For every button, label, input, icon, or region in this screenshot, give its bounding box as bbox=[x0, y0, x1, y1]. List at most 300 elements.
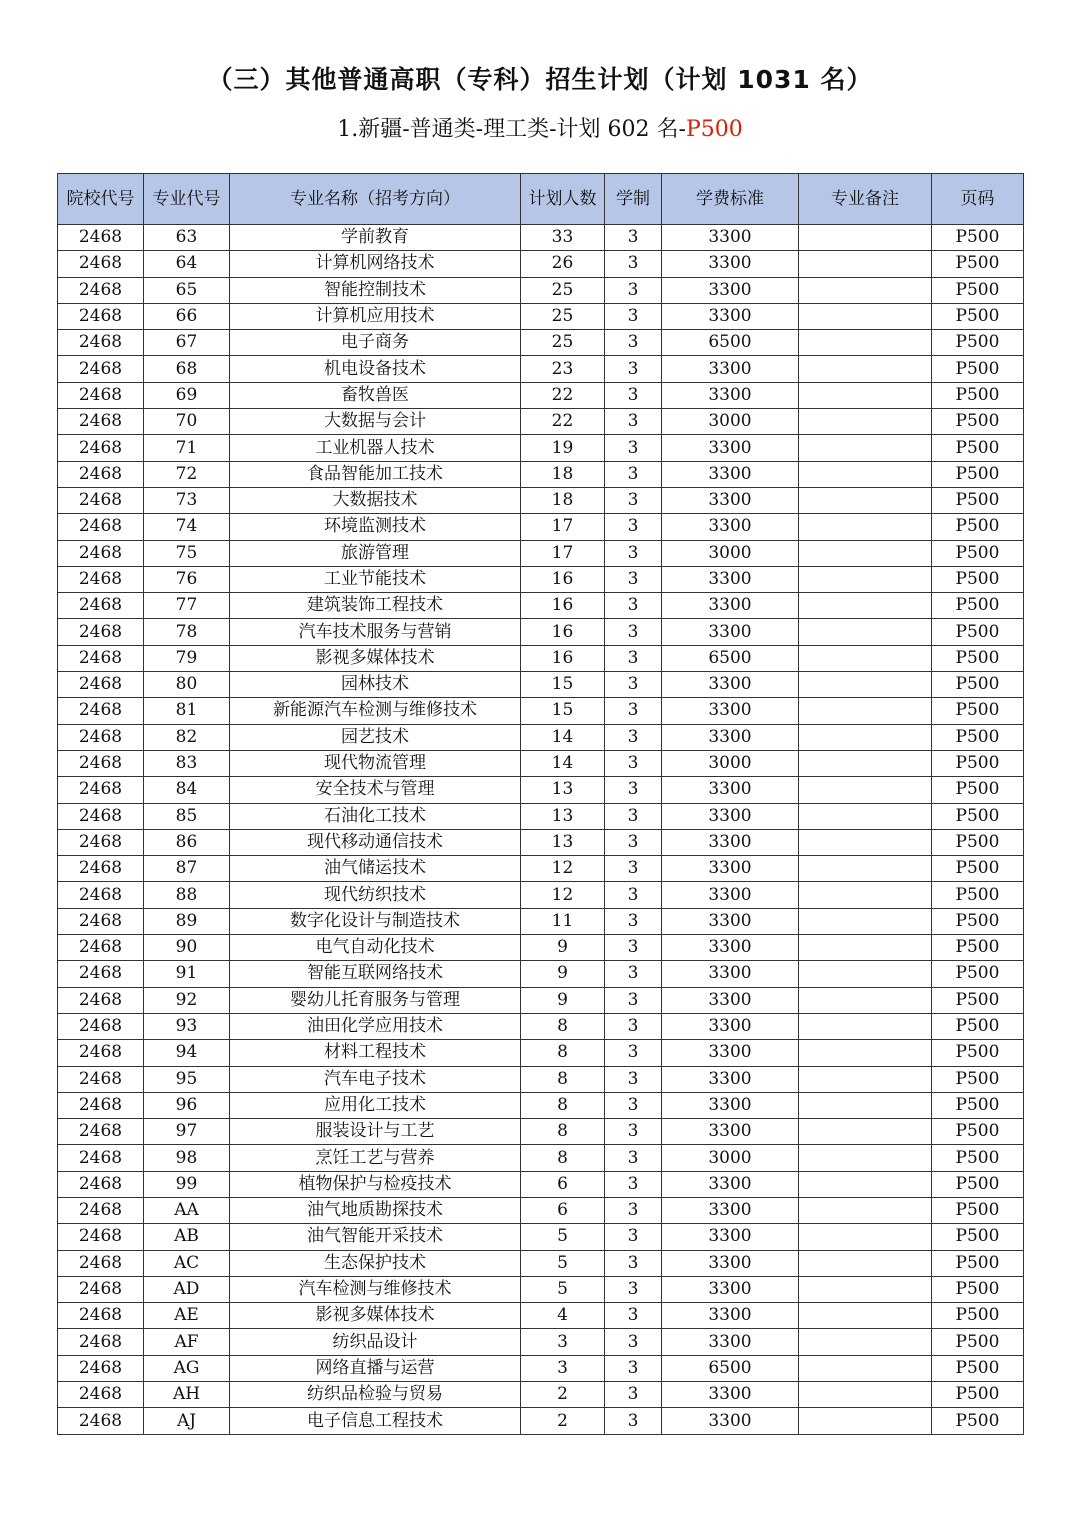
duration-cell: 3 bbox=[605, 356, 662, 382]
plan-count-cell: 6 bbox=[521, 1171, 605, 1197]
header-school-code: 院校代号 bbox=[58, 174, 144, 225]
plan-count-cell: 23 bbox=[521, 356, 605, 382]
document-title: （三）其他普通高职（专科）招生计划（计划 1031 名） bbox=[207, 65, 873, 94]
major-notes-cell bbox=[799, 856, 932, 882]
school-code-cell: 2468 bbox=[58, 1355, 144, 1381]
duration-cell: 3 bbox=[605, 987, 662, 1013]
major-name-cell: 园林技术 bbox=[230, 672, 521, 698]
plan-count-cell: 17 bbox=[521, 540, 605, 566]
tuition-cell: 3300 bbox=[662, 303, 799, 329]
major-notes-cell bbox=[799, 1224, 932, 1250]
duration-cell: 3 bbox=[605, 777, 662, 803]
major-code-cell: 98 bbox=[144, 1145, 230, 1171]
page-cell: P500 bbox=[932, 935, 1024, 961]
major-notes-cell bbox=[799, 1145, 932, 1171]
plan-count-cell: 2 bbox=[521, 1408, 605, 1434]
major-name-cell: 学前教育 bbox=[230, 225, 521, 251]
major-name-cell: 计算机网络技术 bbox=[230, 251, 521, 277]
plan-count-cell: 8 bbox=[521, 1013, 605, 1039]
school-code-cell: 2468 bbox=[58, 777, 144, 803]
table-row bbox=[58, 566, 1024, 592]
major-name-cell: 电子信息工程技术 bbox=[230, 1408, 521, 1434]
major-name-cell: 油气储运技术 bbox=[230, 856, 521, 882]
major-code-cell: 73 bbox=[144, 487, 230, 513]
duration-cell: 3 bbox=[605, 619, 662, 645]
major-name-cell: 畜牧兽医 bbox=[230, 382, 521, 408]
major-code-cell: 97 bbox=[144, 1119, 230, 1145]
page-cell: P500 bbox=[932, 724, 1024, 750]
page-cell: P500 bbox=[932, 987, 1024, 1013]
page-cell: P500 bbox=[932, 514, 1024, 540]
school-code-cell: 2468 bbox=[58, 724, 144, 750]
school-code-cell: 2468 bbox=[58, 409, 144, 435]
major-name-cell: 旅游管理 bbox=[230, 540, 521, 566]
major-code-cell: 78 bbox=[144, 619, 230, 645]
major-code-cell: 67 bbox=[144, 330, 230, 356]
duration-cell: 3 bbox=[605, 961, 662, 987]
tuition-cell: 3300 bbox=[662, 908, 799, 934]
page-cell: P500 bbox=[932, 672, 1024, 698]
duration-cell: 3 bbox=[605, 409, 662, 435]
major-code-cell: 99 bbox=[144, 1171, 230, 1197]
subtitle-text: 1.新疆-普通类-理工类-计划 602 名- bbox=[337, 117, 686, 142]
table-row bbox=[58, 1382, 1024, 1408]
table-row bbox=[58, 277, 1024, 303]
tuition-cell: 3300 bbox=[662, 987, 799, 1013]
duration-cell: 3 bbox=[605, 935, 662, 961]
school-code-cell: 2468 bbox=[58, 1382, 144, 1408]
major-name-cell: 电气自动化技术 bbox=[230, 935, 521, 961]
major-code-cell: 66 bbox=[144, 303, 230, 329]
tuition-cell: 3000 bbox=[662, 1145, 799, 1171]
major-name-cell: 油气智能开采技术 bbox=[230, 1224, 521, 1250]
major-notes-cell bbox=[799, 935, 932, 961]
major-notes-cell bbox=[799, 514, 932, 540]
tuition-cell: 6500 bbox=[662, 1355, 799, 1381]
tuition-cell: 3300 bbox=[662, 1276, 799, 1302]
table-row bbox=[58, 303, 1024, 329]
page-cell: P500 bbox=[932, 1303, 1024, 1329]
tuition-cell: 3300 bbox=[662, 856, 799, 882]
page-cell: P500 bbox=[932, 435, 1024, 461]
duration-cell: 3 bbox=[605, 908, 662, 934]
major-notes-cell bbox=[799, 1329, 932, 1355]
table-row bbox=[58, 1171, 1024, 1197]
subtitle-page-highlight: P500 bbox=[685, 117, 743, 142]
major-code-cell: AJ bbox=[144, 1408, 230, 1434]
header-major-notes: 专业备注 bbox=[799, 174, 932, 225]
plan-count-cell: 3 bbox=[521, 1329, 605, 1355]
duration-cell: 3 bbox=[605, 1040, 662, 1066]
school-code-cell: 2468 bbox=[58, 829, 144, 855]
major-notes-cell bbox=[799, 1355, 932, 1381]
plan-count-cell: 12 bbox=[521, 882, 605, 908]
table-row bbox=[58, 225, 1024, 251]
header-plan-count: 计划人数 bbox=[521, 174, 605, 225]
table-row bbox=[58, 1013, 1024, 1039]
page-cell: P500 bbox=[932, 225, 1024, 251]
tuition-cell: 3300 bbox=[662, 1013, 799, 1039]
duration-cell: 3 bbox=[605, 277, 662, 303]
table-row bbox=[58, 1303, 1024, 1329]
duration-cell: 3 bbox=[605, 1355, 662, 1381]
duration-cell: 3 bbox=[605, 1224, 662, 1250]
table-row bbox=[58, 829, 1024, 855]
page-cell: P500 bbox=[932, 1355, 1024, 1381]
major-name-cell: 智能控制技术 bbox=[230, 277, 521, 303]
page-cell: P500 bbox=[932, 803, 1024, 829]
table-row bbox=[58, 777, 1024, 803]
major-name-cell: 工业机器人技术 bbox=[230, 435, 521, 461]
plan-count-cell: 18 bbox=[521, 487, 605, 513]
plan-count-cell: 33 bbox=[521, 225, 605, 251]
enrollment-plan-table bbox=[57, 173, 1024, 1435]
plan-count-cell: 8 bbox=[521, 1145, 605, 1171]
plan-count-cell: 16 bbox=[521, 593, 605, 619]
duration-cell: 3 bbox=[605, 514, 662, 540]
major-code-cell: AH bbox=[144, 1382, 230, 1408]
tuition-cell: 3300 bbox=[662, 461, 799, 487]
table-row bbox=[58, 461, 1024, 487]
major-name-cell: 应用化工技术 bbox=[230, 1092, 521, 1118]
header-tuition: 学费标准 bbox=[662, 174, 799, 225]
school-code-cell: 2468 bbox=[58, 856, 144, 882]
duration-cell: 3 bbox=[605, 225, 662, 251]
major-notes-cell bbox=[799, 1092, 932, 1118]
major-code-cell: AE bbox=[144, 1303, 230, 1329]
plan-count-cell: 16 bbox=[521, 645, 605, 671]
table-row bbox=[58, 382, 1024, 408]
school-code-cell: 2468 bbox=[58, 356, 144, 382]
major-name-cell: 建筑装饰工程技术 bbox=[230, 593, 521, 619]
school-code-cell: 2468 bbox=[58, 1013, 144, 1039]
table-row bbox=[58, 645, 1024, 671]
major-code-cell: 96 bbox=[144, 1092, 230, 1118]
duration-cell: 3 bbox=[605, 1013, 662, 1039]
duration-cell: 3 bbox=[605, 1250, 662, 1276]
major-code-cell: 64 bbox=[144, 251, 230, 277]
tuition-cell: 3300 bbox=[662, 1303, 799, 1329]
plan-count-cell: 9 bbox=[521, 935, 605, 961]
tuition-cell: 3300 bbox=[662, 1066, 799, 1092]
plan-count-cell: 15 bbox=[521, 698, 605, 724]
plan-count-cell: 8 bbox=[521, 1040, 605, 1066]
major-notes-cell bbox=[799, 593, 932, 619]
duration-cell: 3 bbox=[605, 698, 662, 724]
major-name-cell: 大数据技术 bbox=[230, 487, 521, 513]
page-cell: P500 bbox=[932, 1013, 1024, 1039]
major-code-cell: 87 bbox=[144, 856, 230, 882]
school-code-cell: 2468 bbox=[58, 1250, 144, 1276]
major-code-cell: 70 bbox=[144, 409, 230, 435]
major-name-cell: 石油化工技术 bbox=[230, 803, 521, 829]
major-notes-cell bbox=[799, 461, 932, 487]
school-code-cell: 2468 bbox=[58, 225, 144, 251]
major-name-cell: 汽车技术服务与营销 bbox=[230, 619, 521, 645]
school-code-cell: 2468 bbox=[58, 750, 144, 776]
plan-count-cell: 5 bbox=[521, 1276, 605, 1302]
duration-cell: 3 bbox=[605, 593, 662, 619]
page-cell: P500 bbox=[932, 619, 1024, 645]
major-name-cell: 大数据与会计 bbox=[230, 409, 521, 435]
major-notes-cell bbox=[799, 672, 932, 698]
table-row bbox=[58, 672, 1024, 698]
school-code-cell: 2468 bbox=[58, 987, 144, 1013]
duration-cell: 3 bbox=[605, 1145, 662, 1171]
page-cell: P500 bbox=[932, 698, 1024, 724]
duration-cell: 3 bbox=[605, 829, 662, 855]
page-cell: P500 bbox=[932, 1250, 1024, 1276]
duration-cell: 3 bbox=[605, 1303, 662, 1329]
page-cell: P500 bbox=[932, 1092, 1024, 1118]
major-name-cell: 影视多媒体技术 bbox=[230, 1303, 521, 1329]
major-code-cell: AD bbox=[144, 1276, 230, 1302]
tuition-cell: 3300 bbox=[662, 1092, 799, 1118]
tuition-cell: 3300 bbox=[662, 829, 799, 855]
page-cell: P500 bbox=[932, 409, 1024, 435]
major-code-cell: 89 bbox=[144, 908, 230, 934]
major-code-cell: 79 bbox=[144, 645, 230, 671]
table-row bbox=[58, 935, 1024, 961]
major-code-cell: 82 bbox=[144, 724, 230, 750]
school-code-cell: 2468 bbox=[58, 908, 144, 934]
major-notes-cell bbox=[799, 1040, 932, 1066]
school-code-cell: 2468 bbox=[58, 698, 144, 724]
plan-count-cell: 5 bbox=[521, 1224, 605, 1250]
major-name-cell: 电子商务 bbox=[230, 330, 521, 356]
duration-cell: 3 bbox=[605, 382, 662, 408]
page-cell: P500 bbox=[932, 856, 1024, 882]
tuition-cell: 3000 bbox=[662, 750, 799, 776]
major-code-cell: 71 bbox=[144, 435, 230, 461]
plan-count-cell: 3 bbox=[521, 1355, 605, 1381]
major-code-cell: 90 bbox=[144, 935, 230, 961]
page-cell: P500 bbox=[932, 277, 1024, 303]
page-cell: P500 bbox=[932, 487, 1024, 513]
major-code-cell: AA bbox=[144, 1197, 230, 1223]
tuition-cell: 3000 bbox=[662, 540, 799, 566]
major-notes-cell bbox=[799, 698, 932, 724]
tuition-cell: 3300 bbox=[662, 619, 799, 645]
plan-count-cell: 9 bbox=[521, 961, 605, 987]
major-notes-cell bbox=[799, 225, 932, 251]
major-name-cell: 服装设计与工艺 bbox=[230, 1119, 521, 1145]
major-notes-cell bbox=[799, 1408, 932, 1434]
table-row bbox=[58, 724, 1024, 750]
duration-cell: 3 bbox=[605, 540, 662, 566]
page-cell: P500 bbox=[932, 330, 1024, 356]
major-name-cell: 网络直播与运营 bbox=[230, 1355, 521, 1381]
duration-cell: 3 bbox=[605, 1171, 662, 1197]
major-code-cell: 86 bbox=[144, 829, 230, 855]
tuition-cell: 3000 bbox=[662, 409, 799, 435]
duration-cell: 3 bbox=[605, 856, 662, 882]
tuition-cell: 3300 bbox=[662, 672, 799, 698]
table-row bbox=[58, 698, 1024, 724]
school-code-cell: 2468 bbox=[58, 882, 144, 908]
duration-cell: 3 bbox=[605, 487, 662, 513]
major-name-cell: 婴幼儿托育服务与管理 bbox=[230, 987, 521, 1013]
plan-count-cell: 25 bbox=[521, 303, 605, 329]
major-code-cell: 77 bbox=[144, 593, 230, 619]
plan-count-cell: 6 bbox=[521, 1197, 605, 1223]
school-code-cell: 2468 bbox=[58, 251, 144, 277]
tuition-cell: 6500 bbox=[662, 645, 799, 671]
major-code-cell: AG bbox=[144, 1355, 230, 1381]
plan-count-cell: 13 bbox=[521, 777, 605, 803]
school-code-cell: 2468 bbox=[58, 593, 144, 619]
major-name-cell: 油气地质勘探技术 bbox=[230, 1197, 521, 1223]
plan-count-cell: 26 bbox=[521, 251, 605, 277]
duration-cell: 3 bbox=[605, 724, 662, 750]
major-notes-cell bbox=[799, 540, 932, 566]
page-cell: P500 bbox=[932, 1040, 1024, 1066]
major-code-cell: 85 bbox=[144, 803, 230, 829]
major-code-cell: 65 bbox=[144, 277, 230, 303]
table-row bbox=[58, 856, 1024, 882]
major-name-cell: 计算机应用技术 bbox=[230, 303, 521, 329]
major-name-cell: 现代移动通信技术 bbox=[230, 829, 521, 855]
table-row bbox=[58, 1197, 1024, 1223]
major-name-cell: 现代物流管理 bbox=[230, 750, 521, 776]
school-code-cell: 2468 bbox=[58, 1276, 144, 1302]
page-cell: P500 bbox=[932, 1276, 1024, 1302]
major-name-cell: 纺织品设计 bbox=[230, 1329, 521, 1355]
major-name-cell: 汽车电子技术 bbox=[230, 1066, 521, 1092]
page-cell: P500 bbox=[932, 566, 1024, 592]
school-code-cell: 2468 bbox=[58, 935, 144, 961]
major-name-cell: 环境监测技术 bbox=[230, 514, 521, 540]
tuition-cell: 3300 bbox=[662, 698, 799, 724]
major-code-cell: 91 bbox=[144, 961, 230, 987]
school-code-cell: 2468 bbox=[58, 1040, 144, 1066]
major-code-cell: 69 bbox=[144, 382, 230, 408]
school-code-cell: 2468 bbox=[58, 1171, 144, 1197]
page-cell: P500 bbox=[932, 829, 1024, 855]
major-notes-cell bbox=[799, 987, 932, 1013]
plan-count-cell: 5 bbox=[521, 1250, 605, 1276]
tuition-cell: 3300 bbox=[662, 566, 799, 592]
table-row bbox=[58, 1119, 1024, 1145]
table-body bbox=[58, 225, 1024, 1435]
major-notes-cell bbox=[799, 619, 932, 645]
table-row bbox=[58, 961, 1024, 987]
duration-cell: 3 bbox=[605, 882, 662, 908]
plan-count-cell: 16 bbox=[521, 619, 605, 645]
school-code-cell: 2468 bbox=[58, 1329, 144, 1355]
tuition-cell: 3300 bbox=[662, 382, 799, 408]
duration-cell: 3 bbox=[605, 750, 662, 776]
table-row bbox=[58, 1224, 1024, 1250]
tuition-cell: 3300 bbox=[662, 277, 799, 303]
duration-cell: 3 bbox=[605, 1066, 662, 1092]
page-cell: P500 bbox=[932, 1119, 1024, 1145]
tuition-cell: 3300 bbox=[662, 225, 799, 251]
major-notes-cell bbox=[799, 882, 932, 908]
plan-count-cell: 17 bbox=[521, 514, 605, 540]
page-cell: P500 bbox=[932, 1145, 1024, 1171]
tuition-cell: 3300 bbox=[662, 1408, 799, 1434]
tuition-cell: 3300 bbox=[662, 487, 799, 513]
major-code-cell: 81 bbox=[144, 698, 230, 724]
duration-cell: 3 bbox=[605, 1276, 662, 1302]
page-cell: P500 bbox=[932, 1066, 1024, 1092]
tuition-cell: 3300 bbox=[662, 593, 799, 619]
major-name-cell: 智能互联网络技术 bbox=[230, 961, 521, 987]
header-duration: 学制 bbox=[605, 174, 662, 225]
school-code-cell: 2468 bbox=[58, 566, 144, 592]
major-name-cell: 纺织品检验与贸易 bbox=[230, 1382, 521, 1408]
plan-count-cell: 11 bbox=[521, 908, 605, 934]
table-row bbox=[58, 330, 1024, 356]
page-cell: P500 bbox=[932, 461, 1024, 487]
table-row bbox=[58, 1329, 1024, 1355]
plan-count-cell: 8 bbox=[521, 1119, 605, 1145]
header-major-name: 专业名称（招考方向） bbox=[230, 174, 521, 225]
major-notes-cell bbox=[799, 645, 932, 671]
tuition-cell: 3300 bbox=[662, 1171, 799, 1197]
school-code-cell: 2468 bbox=[58, 514, 144, 540]
major-code-cell: 88 bbox=[144, 882, 230, 908]
major-notes-cell bbox=[799, 382, 932, 408]
plan-count-cell: 8 bbox=[521, 1092, 605, 1118]
page-cell: P500 bbox=[932, 1224, 1024, 1250]
major-code-cell: 68 bbox=[144, 356, 230, 382]
major-name-cell: 油田化学应用技术 bbox=[230, 1013, 521, 1039]
table-row bbox=[58, 409, 1024, 435]
major-notes-cell bbox=[799, 803, 932, 829]
tuition-cell: 3300 bbox=[662, 251, 799, 277]
major-notes-cell bbox=[799, 908, 932, 934]
tuition-cell: 3300 bbox=[662, 1250, 799, 1276]
plan-count-cell: 16 bbox=[521, 566, 605, 592]
major-notes-cell bbox=[799, 1250, 932, 1276]
tuition-cell: 3300 bbox=[662, 1197, 799, 1223]
page-cell: P500 bbox=[932, 1171, 1024, 1197]
table-row bbox=[58, 1066, 1024, 1092]
page-cell: P500 bbox=[932, 303, 1024, 329]
duration-cell: 3 bbox=[605, 803, 662, 829]
duration-cell: 3 bbox=[605, 435, 662, 461]
page-cell: P500 bbox=[932, 961, 1024, 987]
major-notes-cell bbox=[799, 435, 932, 461]
plan-count-cell: 22 bbox=[521, 409, 605, 435]
table-row bbox=[58, 435, 1024, 461]
page-cell: P500 bbox=[932, 1408, 1024, 1434]
table-row bbox=[58, 1355, 1024, 1381]
plan-count-cell: 25 bbox=[521, 277, 605, 303]
school-code-cell: 2468 bbox=[58, 540, 144, 566]
tuition-cell: 3300 bbox=[662, 1329, 799, 1355]
duration-cell: 3 bbox=[605, 1197, 662, 1223]
table-row bbox=[58, 540, 1024, 566]
school-code-cell: 2468 bbox=[58, 1408, 144, 1434]
major-code-cell: 93 bbox=[144, 1013, 230, 1039]
major-code-cell: 76 bbox=[144, 566, 230, 592]
major-notes-cell bbox=[799, 777, 932, 803]
duration-cell: 3 bbox=[605, 566, 662, 592]
major-code-cell: AF bbox=[144, 1329, 230, 1355]
plan-count-cell: 14 bbox=[521, 724, 605, 750]
page-cell: P500 bbox=[932, 1197, 1024, 1223]
table-header-row bbox=[58, 174, 1024, 225]
school-code-cell: 2468 bbox=[58, 1066, 144, 1092]
plan-count-cell: 19 bbox=[521, 435, 605, 461]
major-name-cell: 数字化设计与制造技术 bbox=[230, 908, 521, 934]
duration-cell: 3 bbox=[605, 672, 662, 698]
major-name-cell: 新能源汽车检测与维修技术 bbox=[230, 698, 521, 724]
header-page: 页码 bbox=[932, 174, 1024, 225]
